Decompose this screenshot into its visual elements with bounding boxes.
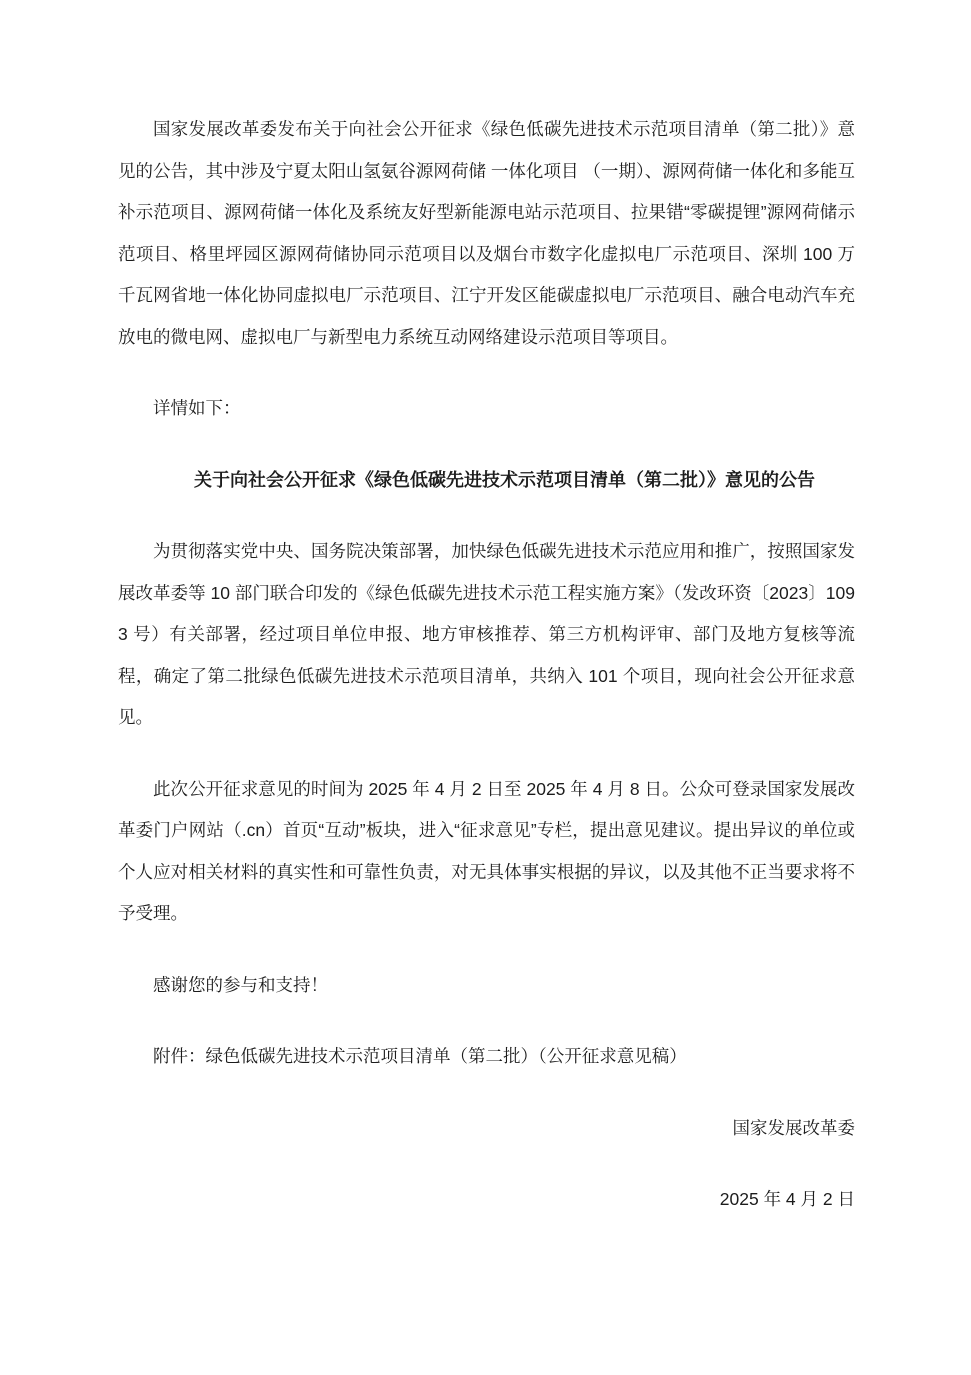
paragraph-feedback: 此次公开征求意见的时间为 2025 年 4 月 2 日至 2025 年 4 月 8 日。公众可登录国家发展改革委门户网站（.cn）首页“互动”板块，进入“征求意见”专栏，提出意见建议。提出异议的单位或个人应对相关材料的真实性和可靠性负责，对无具体事实根据的异议，以及其他不正当要求将不予受理。: [118, 778, 855, 923]
issue-date: 2025 年 4 月 2 日: [719, 1189, 855, 1209]
details-label: 详情如下：: [153, 398, 241, 418]
notice-title: 关于向社会公开征求《绿色低碳先进技术示范项目清单（第二批）》意见的公告: [194, 469, 815, 490]
lead-paragraph: 国家发展改革委发布关于向社会公开征求《绿色低碳先进技术示范项目清单（第二批）》意见的公告，其中涉及宁夏太阳山氢氨谷源网荷储 一体化项目 （一期）、源网荷储一体化和多能互补示范项目、源网荷储一体化及系统友好型新能源电站示范项目、拉果错“零碳提锂”源网荷储示范项目、格里坪园区源网荷储协同示范项目以及烟台市数字化虚拟电厂示范项目、深圳 100 万千瓦网省地一体化协同虚拟电厂示范项目、江宁开发区能碳虚拟电厂示范项目、融合电动汽车充放电的微电网、虚拟电厂与新型电力系统互动网络建设示范项目等项目。: [118, 119, 855, 347]
paragraph-background: 为贯彻落实党中央、国务院决策部署，加快绿色低碳先进技术示范应用和推广，按照国家发展改革委等 10 部门联合印发的《绿色低碳先进技术示范工程实施方案》（发改环资〔2023〕1093 号）有关部署，经过项目单位申报、地方审核推荐、第三方机构评审、部门及地方复核等流程，确定了第二批绿色低碳先进技术示范项目清单，共纳入 101 个项目，现向社会公开征求意见。: [118, 541, 855, 727]
thanks-line: 感谢您的参与和支持！: [153, 974, 328, 995]
issuer-signature: 国家发展改革委: [732, 1117, 855, 1138]
attachment-line: 附件：绿色低碳先进技术示范项目清单（第二批）（公开征求意见稿）: [153, 1046, 687, 1066]
